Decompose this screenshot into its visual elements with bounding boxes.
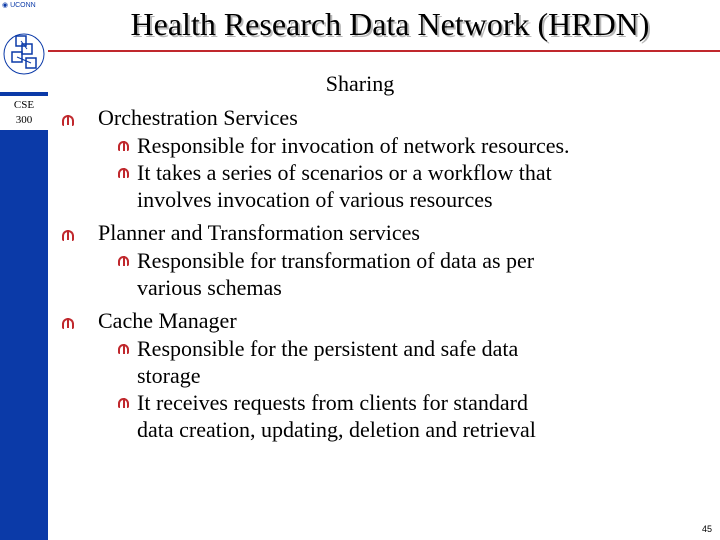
sub-bullet-line: storage <box>137 363 201 388</box>
sub-bullet-item <box>60 159 710 213</box>
sub-bullet-item <box>60 389 710 443</box>
sub-bullet-line: It receives requests from clients for standard <box>137 390 528 415</box>
bullet-item <box>60 104 710 132</box>
sub-bullet-item <box>60 335 710 389</box>
title-divider <box>48 50 720 52</box>
sub-bullet-item <box>60 247 710 301</box>
course-dept: CSE <box>13 99 35 111</box>
sub-bullet-line: It takes a series of scenarios or a workflow that <box>137 160 552 185</box>
section-heading: Sharing <box>325 71 395 96</box>
university-seal-icon <box>2 14 46 88</box>
sub-bullet-icon <box>118 344 129 354</box>
logo-panel <box>0 0 48 92</box>
sub-bullet-line: data creation, updating, deletion and retrieval <box>137 417 536 442</box>
uconn-logo <box>2 1 48 9</box>
bullet-item <box>60 307 710 335</box>
bullet-label: Cache Manager <box>98 308 237 333</box>
logo-text: UCONN <box>10 2 36 9</box>
sub-bullet-line: Responsible for transformation of data as per <box>137 248 535 273</box>
sidebar <box>0 0 48 540</box>
bullet-label: Planner and Transformation services <box>98 220 420 245</box>
bullet-label: Orchestration Services <box>98 105 298 130</box>
slide-title: Health Research Data Network (HRDN) <box>130 6 650 42</box>
sub-bullet-icon <box>118 141 129 151</box>
sub-bullet-item <box>60 132 710 159</box>
bullet-item <box>60 219 710 247</box>
sub-bullet-icon <box>118 398 129 408</box>
sub-bullet-line: Responsible for invocation of network resources. <box>137 133 570 158</box>
sub-bullet-line: Responsible for the persistent and safe data <box>137 336 519 361</box>
page-number: 45 <box>701 524 712 534</box>
sub-bullet-line: various schemas <box>137 275 282 300</box>
course-number: 300 <box>15 114 33 126</box>
sub-bullet-icon <box>118 256 129 266</box>
sub-bullet-line: involves invocation of various resources <box>137 187 493 212</box>
bullet-icon <box>62 115 74 126</box>
bullet-icon <box>62 230 74 241</box>
bullet-icon <box>62 318 74 329</box>
uconn-seal-icon: ◉ <box>2 2 9 9</box>
course-label <box>0 96 48 130</box>
slide-content <box>60 70 710 443</box>
sub-bullet-icon <box>118 168 129 178</box>
